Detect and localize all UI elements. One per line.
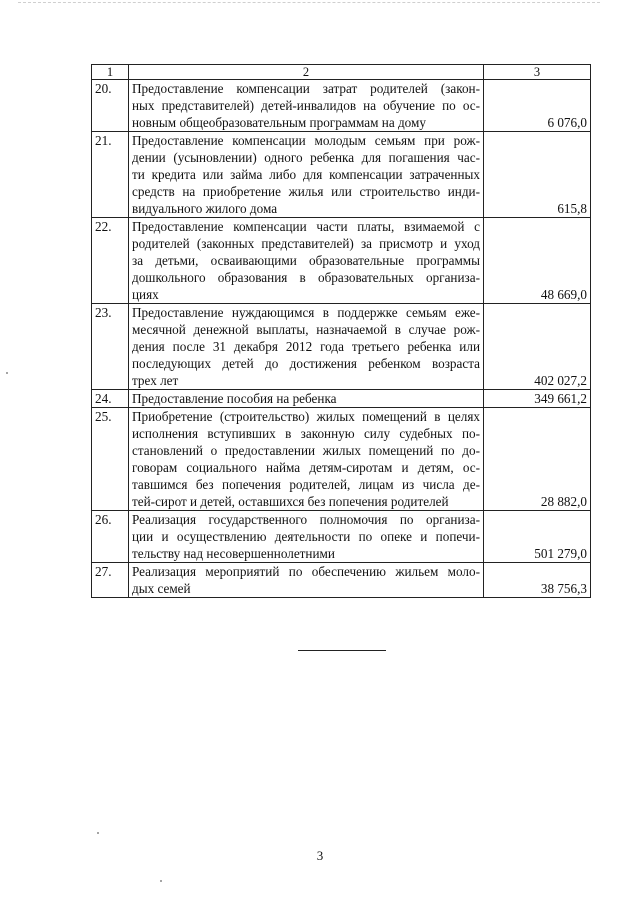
description-line: ных представителей) детей-инвалидов на обучение по ос- [132,98,480,113]
row-number: 22. [92,218,129,304]
description-line: Предоставление компенсации части платы, взимаемой с [132,219,480,234]
description-line: становлений о предоставлении жилых помещений по до- [132,443,480,458]
description-line: родителей (законных представителей) за присмотр и уход [132,236,480,251]
description-line: Предоставление компенсации молодым семьям при рож- [132,133,480,148]
description-line: видуального жилого дома [132,201,278,216]
row-amount: 38 756,3 [484,563,591,598]
row-number: 20. [92,80,129,132]
row-description [129,390,484,408]
closing-rule [298,650,386,651]
row-description [129,132,484,218]
table-row [92,390,591,408]
header-col-3: 3 [484,65,591,80]
row-amount: 6 076,0 [484,80,591,132]
description-line: тей-сирот и детей, оставшихся без попечения родителей [132,494,449,509]
description-line: месячной денежной выплаты, назначаемой в случае рож- [132,322,480,337]
header-col-1: 1 [92,65,129,80]
description-line: Реализация мероприятий по обеспечению жильем моло- [132,564,480,579]
budget-table [91,64,591,598]
row-description [129,218,484,304]
description-line: за детьми, осваивающими образовательные программы [132,253,480,268]
scan-speck [97,832,99,834]
description-line: дении (усыновлении) одного ребенка для погашения час- [132,150,480,165]
table-row [92,511,591,563]
table-row [92,563,591,598]
table-row [92,408,591,511]
description-line: Реализация государственного полномочия по организа- [132,512,480,527]
header-col-2: 2 [129,65,484,80]
table-row [92,132,591,218]
row-number: 26. [92,511,129,563]
scan-speck [160,880,162,882]
description-line: дых семей [132,581,191,596]
row-amount: 615,8 [484,132,591,218]
description-line: Предоставление пособия на ребенка [132,391,337,406]
row-description [129,408,484,511]
description-line: тавшимся без попечения родителей, лицам из числа де- [132,477,480,492]
row-number: 23. [92,304,129,390]
row-description [129,511,484,563]
description-line: Приобретение (строительство) жилых помещений в целях [132,409,480,424]
description-line: Предоставление нуждающимся в поддержке семьям еже- [132,305,480,320]
description-line: ти кредита или займа либо для компенсации затраченных [132,167,480,182]
page-number: 3 [316,848,324,863]
description-line: новным общеобразовательным программам на дому [132,115,426,130]
scan-edge-line [18,2,600,3]
row-amount: 501 279,0 [484,511,591,563]
row-amount: 48 669,0 [484,218,591,304]
row-amount: 349 661,2 [484,390,591,408]
description-line: циях [132,287,159,302]
description-line: средств на приобретение жилья или строительство инди- [132,184,480,199]
scan-speck [6,372,8,374]
row-number: 25. [92,408,129,511]
description-line: говорам социального найма детям-сиротам и детям, ос- [132,460,480,475]
description-line: трех лет [132,373,179,388]
table-row [92,80,591,132]
description-line: последующих детей до достижения ребенком возраста [132,356,480,371]
description-line: исполнения вступивших в законную силу судебных по- [132,426,480,441]
row-amount: 402 027,2 [484,304,591,390]
table-row [92,218,591,304]
row-number: 21. [92,132,129,218]
description-line: Предоставление компенсации затрат родителей (закон- [132,81,480,96]
description-line: ции и осуществлению деятельности по опеке и попечи- [132,529,480,544]
description-line: дения после 31 декабря 2012 года третьего ребенка или [132,339,480,354]
table-header-row [92,65,591,80]
row-description [129,304,484,390]
description-line: тельству над несовершеннолетними [132,546,335,561]
description-line: дошкольного образования в образовательных организа- [132,270,480,285]
row-number: 24. [92,390,129,408]
table-row [92,304,591,390]
row-description [129,80,484,132]
row-description [129,563,484,598]
row-amount: 28 882,0 [484,408,591,511]
row-number: 27. [92,563,129,598]
